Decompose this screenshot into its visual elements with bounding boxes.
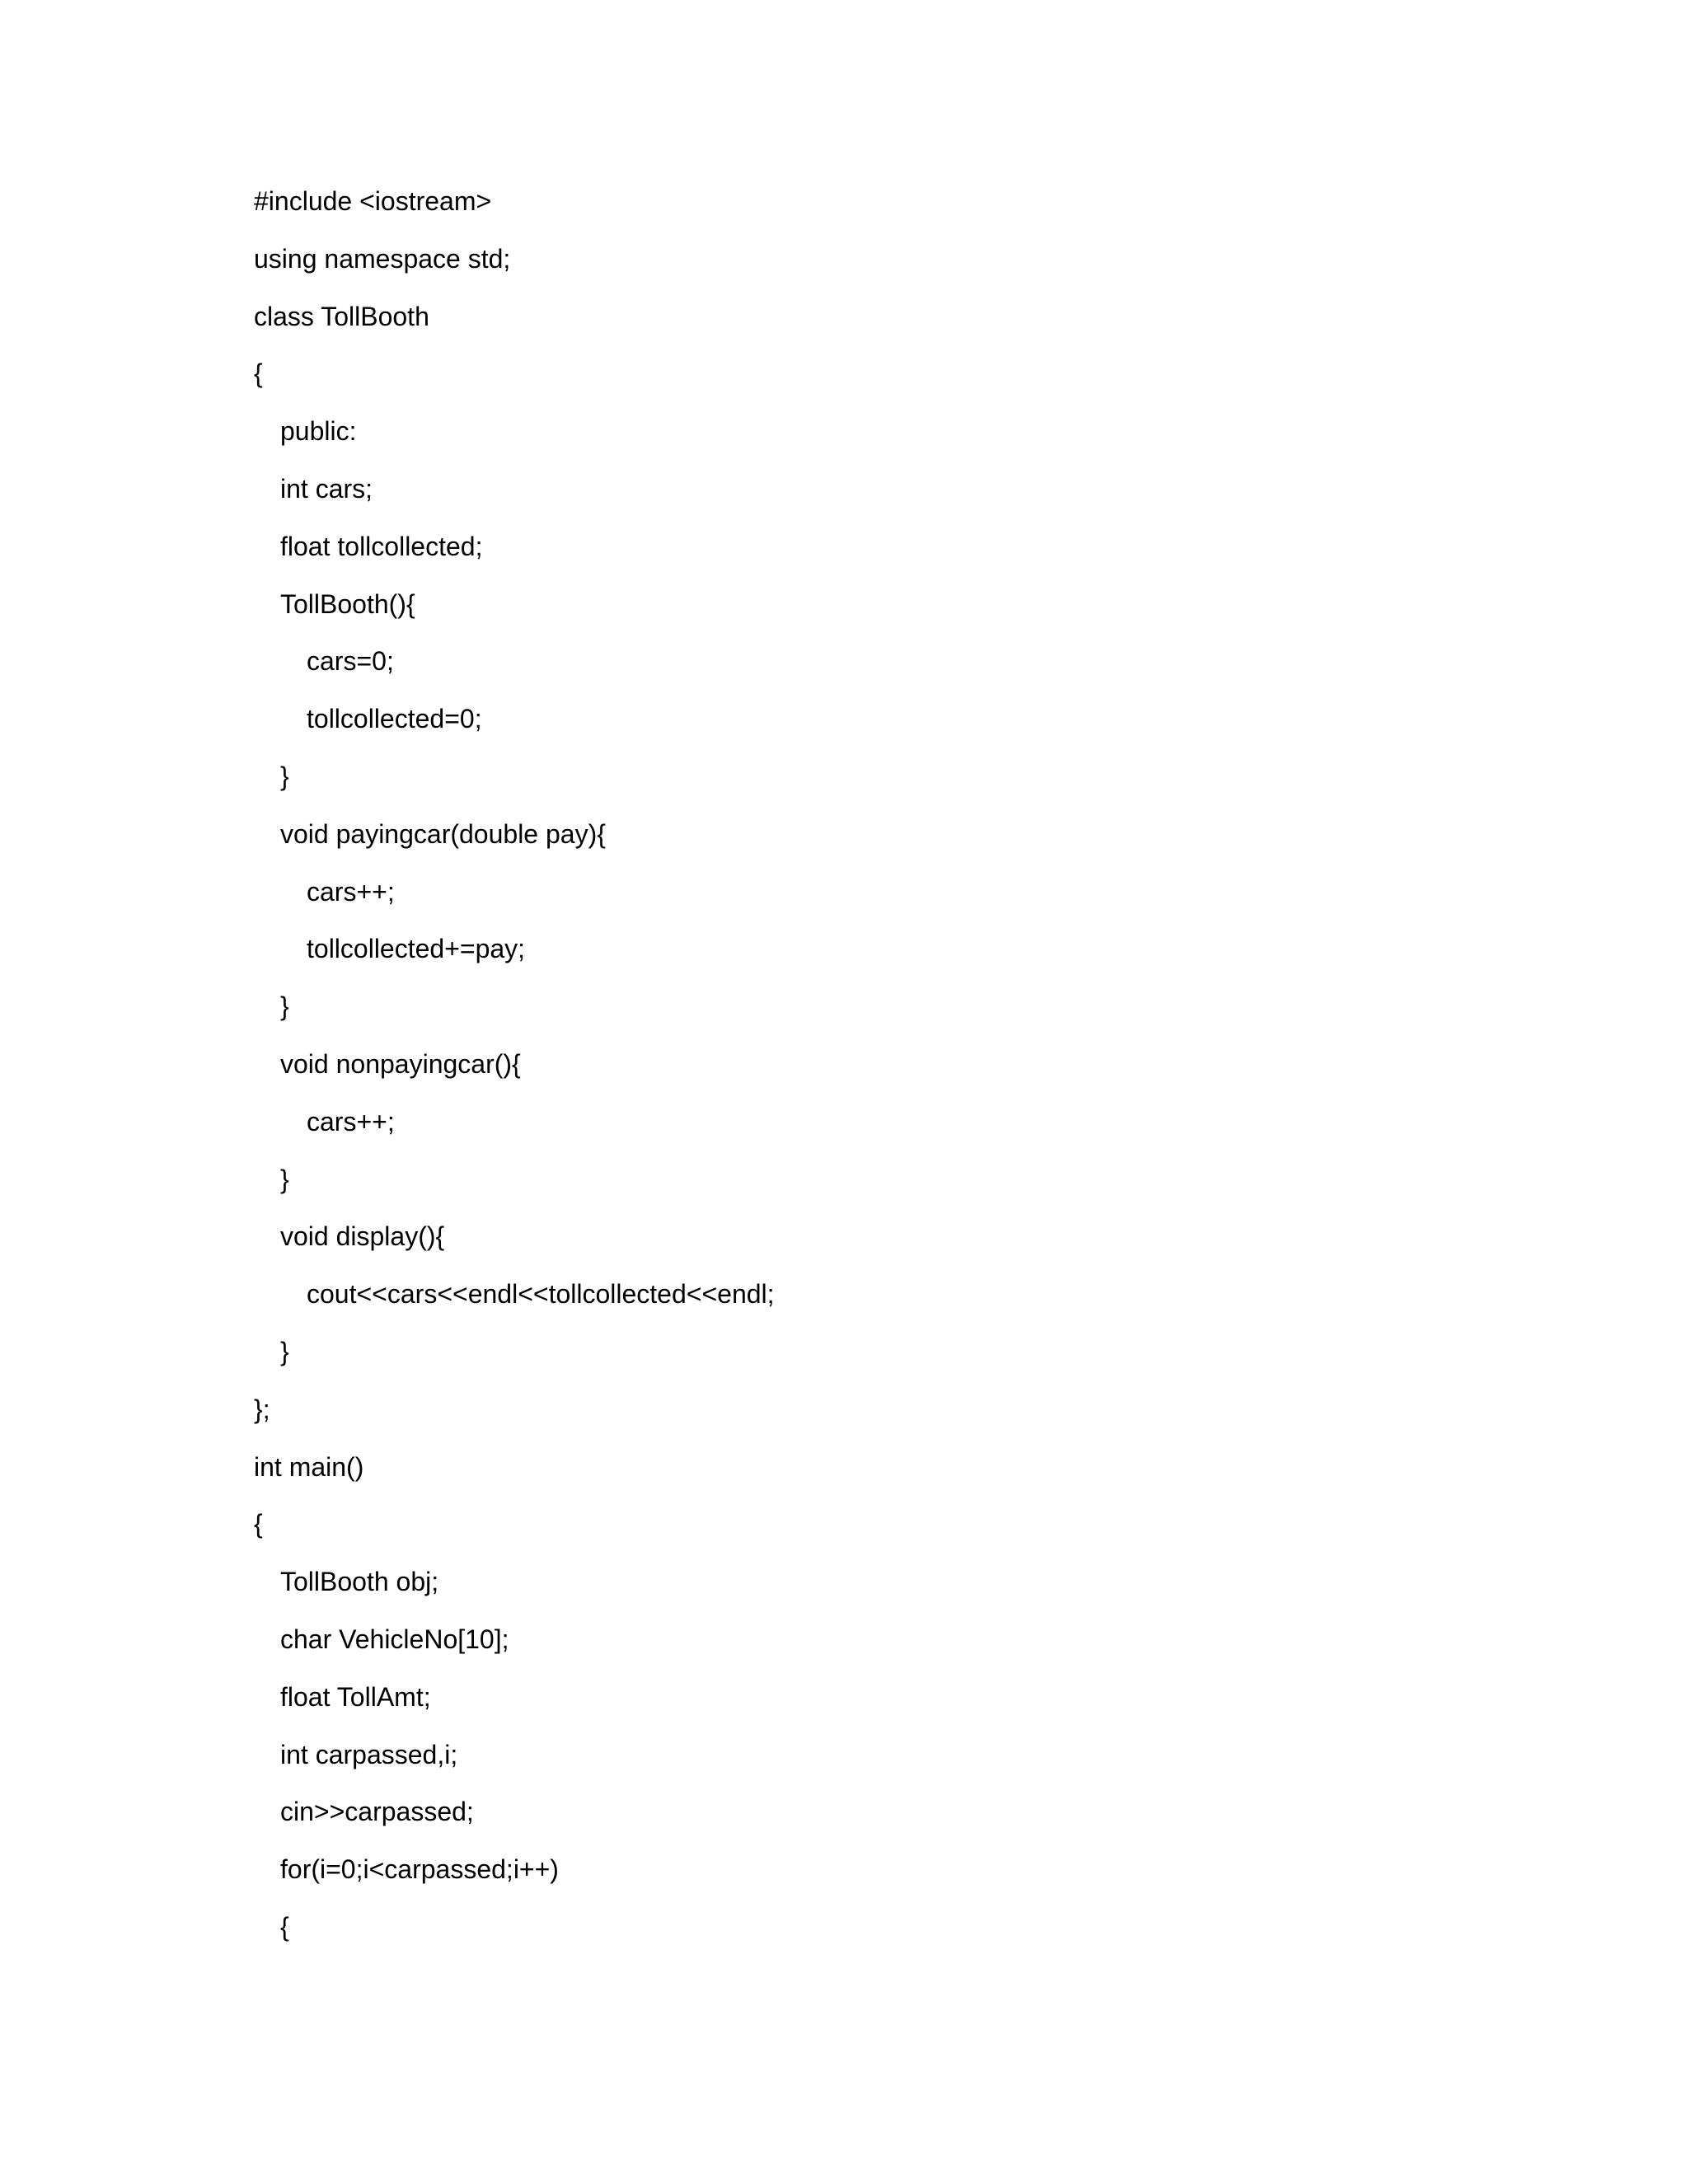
code-line: #include <iostream> <box>254 186 492 216</box>
code-line: { <box>280 1912 289 1942</box>
code-line: tollcollected=0; <box>307 704 482 733</box>
code-line: void display(){ <box>280 1221 445 1251</box>
code-line: cars++; <box>307 877 395 907</box>
code-line: class TollBooth <box>254 302 429 331</box>
code-line: cars=0; <box>307 646 394 676</box>
code-line: using namespace std; <box>254 244 511 274</box>
code-line: float tollcollected; <box>280 532 483 561</box>
code-line: TollBooth(){ <box>280 589 415 619</box>
code-line: float TollAmt; <box>280 1682 431 1712</box>
code-line: { <box>254 359 263 388</box>
code-line: int carpassed,i; <box>280 1740 458 1769</box>
code-line: } <box>280 1337 289 1366</box>
code-line: for(i=0;i<carpassed;i++) <box>280 1854 559 1884</box>
code-line: void nonpayingcar(){ <box>280 1049 521 1079</box>
code-line: public: <box>280 416 357 446</box>
code-line: int cars; <box>280 474 373 504</box>
code-line: { <box>254 1509 263 1539</box>
code-line: char VehicleNo[10]; <box>280 1624 509 1654</box>
code-line: } <box>280 1165 289 1194</box>
code-line: int main() <box>254 1452 364 1482</box>
code-line: } <box>280 762 289 791</box>
code-line: cars++; <box>307 1107 395 1137</box>
code-line: }; <box>254 1394 270 1424</box>
code-line: void payingcar(double pay){ <box>280 819 606 849</box>
code-line: } <box>280 991 289 1021</box>
code-line: cin>>carpassed; <box>280 1797 474 1826</box>
code-line: tollcollected+=pay; <box>307 934 526 963</box>
code-line: TollBooth obj; <box>280 1567 439 1596</box>
code-line: cout<<cars<<endl<<tollcollected<<endl; <box>307 1279 775 1309</box>
